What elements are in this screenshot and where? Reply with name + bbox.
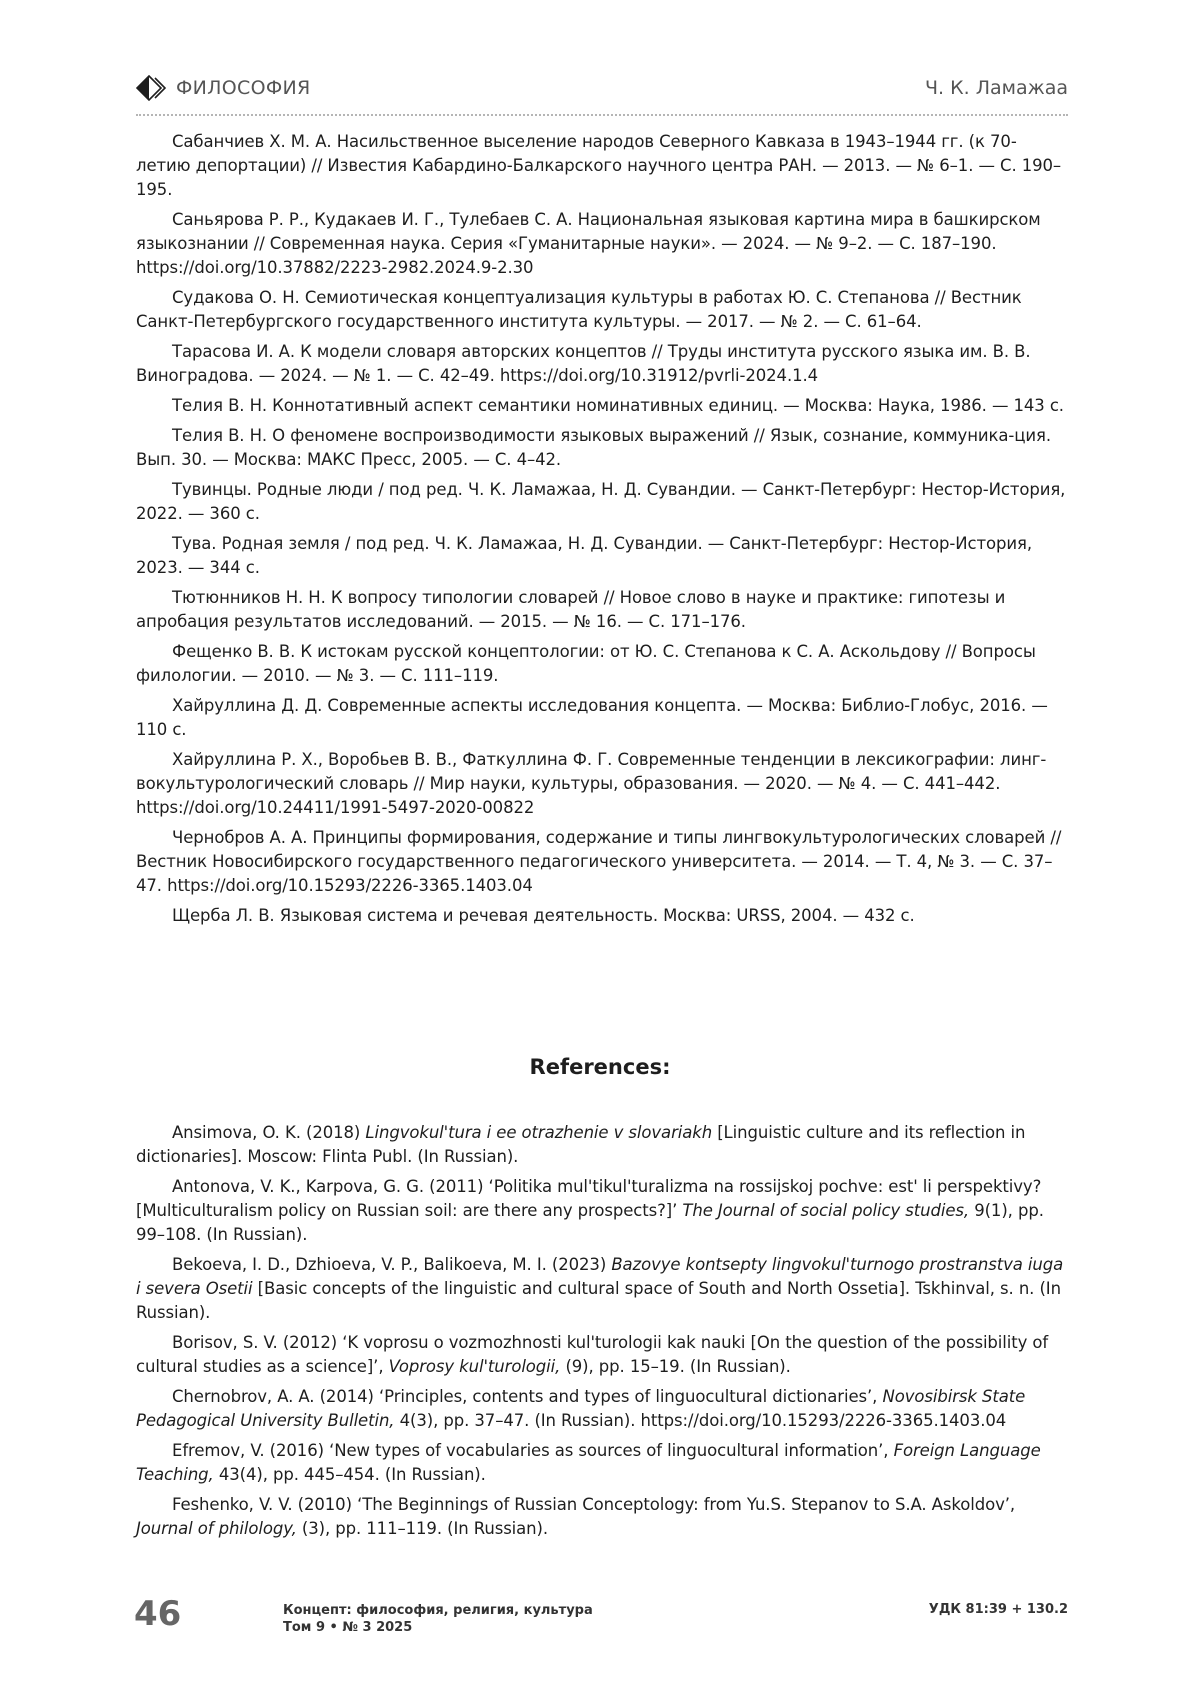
reference-item: Телия В. Н. О феномене воспроизводимости языковых выражений // Язык, сознание, коммуника-ция. Вып. 30. — Москва: МАКС Пресс, 2005. — С. 4–42. bbox=[136, 426, 1051, 469]
reference-item: Чернобров А. А. Принципы формирования, содержание и типы лингвокультурологических словарей // Вестник Новосибирского государственного педагогического университета. — 2014. — Т. 4, № 3. — С. 37–47. https://doi.org/10.15293/2226-3365.1403.04 bbox=[136, 828, 1062, 895]
reference-item: Фещенко В. В. К истокам русской концептологии: от Ю. С. Степанова к С. А. Аскольдову // Вопросы филологии. — 2010. — № 3. — С. 111–119. bbox=[136, 642, 1036, 685]
reference-item: Efremov, V. (2016) ‘New types of vocabularies as sources of linguocultural information’, Foreign Language Teaching, 43(4), pp. 445–454. (In Russian). bbox=[136, 1441, 1041, 1484]
russian-reference-list bbox=[136, 130, 1068, 934]
reference-italic-title: The Journal of social policy studies, bbox=[682, 1201, 970, 1220]
reference-item: Feshenko, V. V. (2010) ‘The Beginnings of Russian Conceptology: from Yu.S. Stepanov to S.A. Askoldov’, Journal of philology, (3), pp. 111–119. (In Russian). bbox=[136, 1495, 1016, 1538]
running-author: Ч. К. Ламажаа bbox=[925, 77, 1068, 99]
reference-item: Сабанчиев Х. М. А. Насильственное выселение народов Северного Кавказа в 1943–1944 гг. (к 70-летию депортации) // Известия Кабардино-Балкарского научного центра РАН. — 2013. — № 6–1. — С. 190–195. bbox=[136, 132, 1062, 199]
udk-code: УДК 81:39 + 130.2 bbox=[928, 1602, 1068, 1617]
reference-item: Тувинцы. Родные люди / под ред. Ч. К. Ламажаа, Н. Д. Сувандии. — Санкт-Петербург: Нестор-История, 2022. — 360 с. bbox=[136, 480, 1066, 523]
journal-title: Концепт: философия, религия, культура bbox=[283, 1603, 593, 1618]
reference-item: Щерба Л. В. Языковая система и речевая деятельность. Москва: URSS, 2004. — 432 с. bbox=[172, 906, 915, 925]
reference-italic-title: Voprosy kul'turologii, bbox=[388, 1357, 561, 1376]
reference-item: Chernobrov, A. A. (2014) ‘Principles, contents and types of linguocultural dictionaries’, Novosibirsk State Pedagogical University Bulletin, 4(3), pp. 37–47. (In Russian). https://doi.org/10.15293/2226-3365.1403.04 bbox=[136, 1387, 1026, 1430]
reference-item: Ansimova, O. K. (2018) Lingvokul'tura i ee otrazhenie v slovariakh [Linguistic culture and its reflection in dictionaries]. Moscow: Flinta Publ. (In Russian). bbox=[136, 1123, 1026, 1166]
reference-italic-title: Foreign Language Teaching, bbox=[136, 1441, 1041, 1484]
reference-italic-title: Novosibirsk State Pedagogical University Bulletin, bbox=[136, 1387, 1026, 1430]
journal-diamond-logo-icon bbox=[136, 75, 166, 101]
reference-item: Телия В. Н. Коннотативный аспект семантики номинативных единиц. — Москва: Наука, 1986. — 143 с. bbox=[172, 396, 1064, 415]
reference-item: Bekoeva, I. D., Dzhioeva, V. P., Balikoeva, M. I. (2023) Bazovye kontsepty lingvokul'turnogo prostranstva iuga i severa Osetii [Basic concepts of the linguistic and cultural space of South and North Ossetia]. Tskhinval, s. n. (In Russian). bbox=[136, 1255, 1064, 1322]
english-reference-list bbox=[136, 1121, 1068, 1547]
reference-item: Саньярова Р. Р., Кудакаев И. Г., Тулебаев С. А. Национальная языковая картина мира в башкирском языкознании // Современная наука. Серия «Гуманитарные науки». — 2024. — № 9–2. — С. 187–190. https://doi.org/10.37882/2223-2982.2024.9-2.30 bbox=[136, 210, 1041, 277]
journal-issue: Том 9 • № 3 2025 bbox=[283, 1620, 413, 1635]
section-label bbox=[136, 74, 311, 102]
reference-item: Antonova, V. K., Karpova, G. G. (2011) ‘Politika mul'tikul'turalizma na rossijskoj pochve: est' li perspektivy? [Multiculturalism policy on Russian soil: are there any prospects?]’ The Journal of social policy studies, 9(1), pp. 99–108. (In Russian). bbox=[136, 1177, 1044, 1244]
references-heading: References: bbox=[529, 1055, 671, 1079]
page-number: 46 bbox=[134, 1594, 182, 1634]
reference-item: Тарасова И. А. К модели словаря авторских концептов // Труды института русского языка им. В. В. Виноградова. — 2024. — № 1. — С. 42–49. https://doi.org/10.31912/pvrli-2024.1.4 bbox=[136, 342, 1031, 385]
reference-item: Хайруллина Р. Х., Воробьев В. В., Фаткуллина Ф. Г. Современные тенденции в лексикографии: линг-вокультурологический словарь // Мир науки, культуры, образования. — 2020. — № 4. — С. 441–442. https://doi.org/10.24411/1991-5497-2020-00822 bbox=[136, 750, 1047, 817]
section-title: ФИЛОСОФИЯ bbox=[176, 77, 311, 99]
reference-italic-title: Journal of philology, bbox=[136, 1519, 297, 1538]
running-header bbox=[136, 74, 1068, 116]
reference-item: Borisov, S. V. (2012) ‘K voprosu o vozmozhnosti kul'turologii kak nauki [On the question of the possibility of cultural studies as a science]’, Voprosy kul'turologii, (9), pp. 15–19. (In Russian). bbox=[136, 1333, 1049, 1376]
reference-italic-title: Bazovye kontsepty lingvokul'turnogo prostranstva iuga i severa Osetii bbox=[136, 1255, 1064, 1298]
reference-item: Тува. Родная земля / под ред. Ч. К. Ламажаа, Н. Д. Сувандии. — Санкт-Петербург: Нестор-История, 2023. — 344 с. bbox=[136, 534, 1032, 577]
reference-item: Тютюнников Н. Н. К вопросу типологии словарей // Новое слово в науке и практике: гипотезы и апробация результатов исследований. — 2015. — № 16. — С. 171–176. bbox=[136, 588, 1006, 631]
reference-item: Хайруллина Д. Д. Современные аспекты исследования концепта. — Москва: Библио-Глобус, 2016. — 110 с. bbox=[136, 696, 1048, 739]
journal-info bbox=[283, 1602, 593, 1636]
reference-italic-title: Lingvokul'tura i ee otrazhenie v slovariakh bbox=[365, 1123, 713, 1142]
reference-item: Судакова О. Н. Семиотическая концептуализация культуры в работах Ю. С. Степанова // Вестник Санкт-Петербургского государственного института культуры. — 2017. — № 2. — С. 61–64. bbox=[136, 288, 1022, 331]
